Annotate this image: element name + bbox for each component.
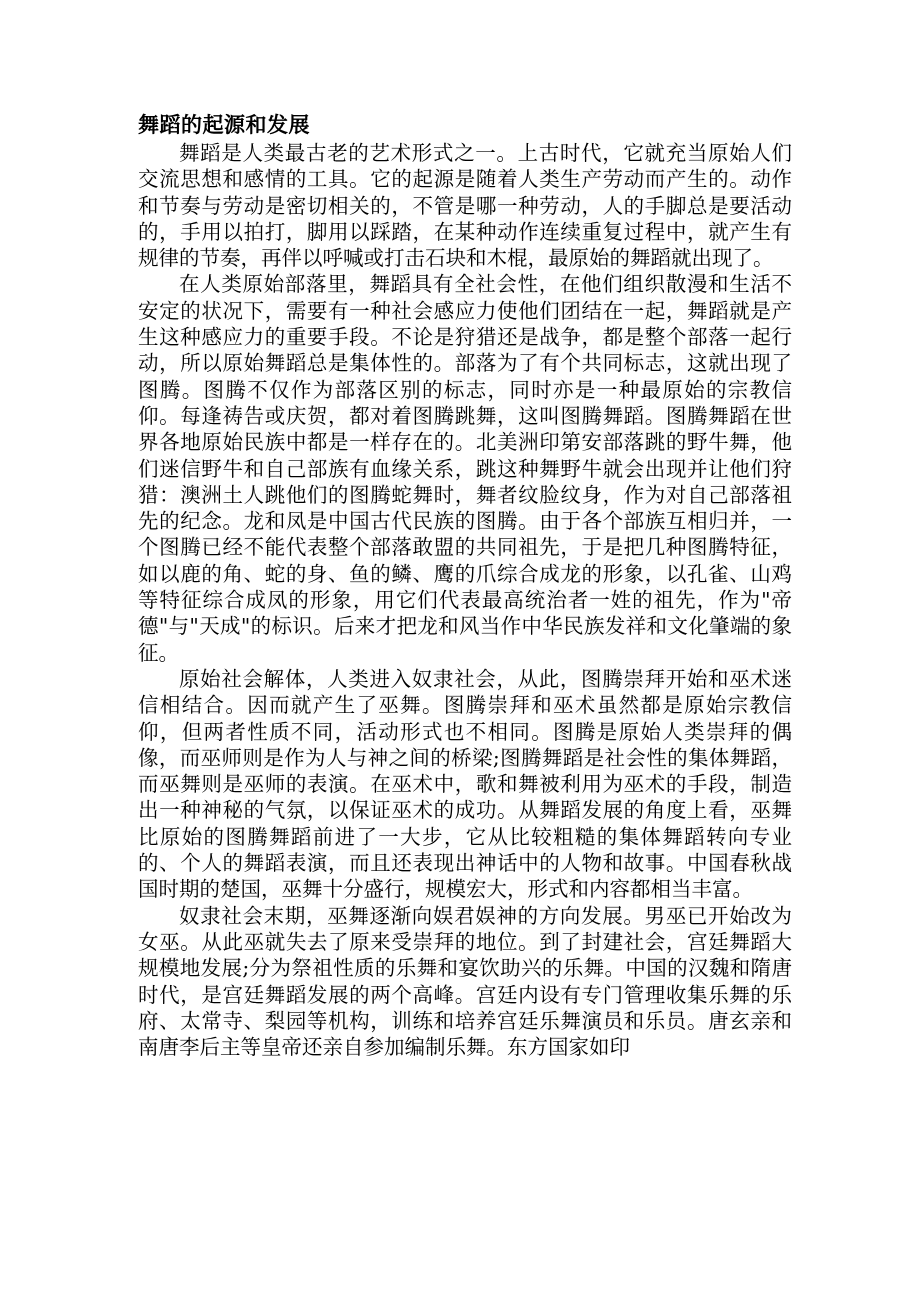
paragraph-origin: 舞蹈是人类最古老的艺术形式之一。上古时代，它就充当原始人们交流思想和感情的工具。它的起源是随着人类生产劳动而产生的。动作和节奏与劳动是密切相关的，不管是哪一种劳动，人的手脚总是要活动的，手用以拍打，脚用以踩踏，在某种动作连续重复过程中，就产生有规律的节奏，再伴以呼喊或打击石块和木棍，最原始的舞蹈就出现了。 (138, 141, 792, 271)
document-body (138, 110, 792, 1060)
paragraph-court-dance: 奴隶社会末期，巫舞逐渐向娱君娱神的方向发展。男巫已开始改为女巫。从此巫就失去了原来受崇拜的地位。到了封建社会，宫廷舞蹈大规模地发展;分为祭祖性质的乐舞和宴饮助兴的乐舞。中国的汉魏和隋唐时代，是宫廷舞蹈发展的两个高峰。宫廷内设有专门管理收集乐舞的乐府、太常寺、梨园等机构，训练和培养宫廷乐舞演员和乐员。唐玄亲和南唐李后主等皇帝还亲自参加编制乐舞。东方国家如印 (138, 903, 792, 1060)
document-title: 舞蹈的起源和发展 (138, 113, 310, 137)
paragraph-witch-dance: 原始社会解体，人类进入奴隶社会，从此，图腾崇拜开始和巫术迷信相结合。因而就产生了巫舞。图腾崇拜和巫术虽然都是原始宗教信仰，但两者性质不同，活动形式也不相同。图腾是原始人类崇拜的偶像，而巫师则是作为人与神之间的桥梁;图腾舞蹈是社会性的集体舞蹈，而巫舞则是巫师的表演。在巫术中，歌和舞被利用为巫术的手段，制造出一种神秘的气氛，以保证巫术的成功。从舞蹈发展的角度上看，巫舞比原始的图腾舞蹈前进了一大步，它从比较粗糙的集体舞蹈转向专业的、个人的舞蹈表演，而且还表现出神话中的人物和故事。中国春秋战国时期的楚国，巫舞十分盛行，规模宏大，形式和内容都相当丰富。 (138, 666, 792, 902)
paragraph-totem: 在人类原始部落里，舞蹈具有全社会性，在他们组织散漫和生活不安定的状况下，需要有一种社会感应力使他们团结在一起，舞蹈就是产生这种感应力的重要手段。不论是狩猎还是战争，都是整个部落一起行动，所以原始舞蹈总是集体性的。部落为了有个共同标志，这就出现了图腾。图腾不仅作为部落区别的标志，同时亦是一种最原始的宗教信仰。每逢祷告或庆贺，都对着图腾跳舞，这叫图腾舞蹈。图腾舞蹈在世界各地原始民族中都是一样存在的。北美洲印第安部落跳的野牛舞，他们迷信野牛和自己部族有血缘关系，跳这种舞野牛就会出现并让他们狩猎：澳洲土人跳他们的图腾蛇舞时，舞者纹脸纹身，作为对自己部落祖先的纪念。龙和凤是中国古代民族的图腾。由于各个部族互相归并，一个图腾已经不能代表整个部落敢盟的共同祖先，于是把几种图腾特征，如以鹿的角、蛇的身、鱼的鳞、鹰的爪综合成龙的形象，以孔雀、山鸡等特征综合成凤的形象，用它们代表最高统治者一姓的祖先，作为"帝德"与"天成"的标识。后来才把龙和风当作中华民族发祥和文化肇端的象征。 (138, 272, 792, 665)
